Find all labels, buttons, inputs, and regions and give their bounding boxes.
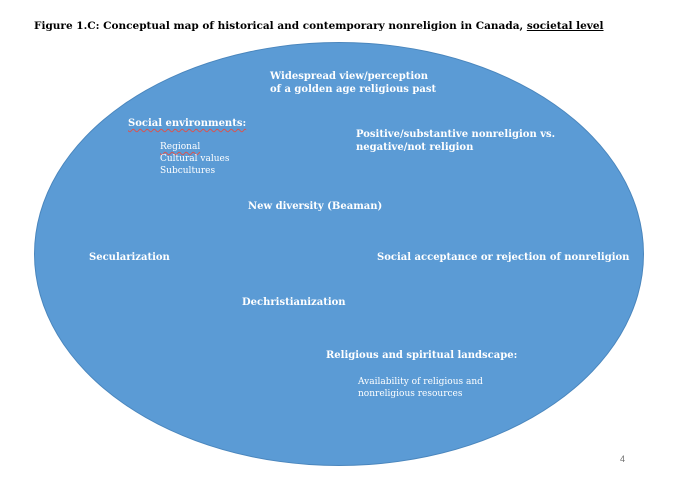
social-environments-heading: Social environments: [128,118,247,129]
religious-landscape-detail [358,376,483,400]
social-env-item-subcultures: Subcultures [160,166,216,176]
new-diversity-label: New diversity (Beaman) [248,201,383,212]
positive-nonreligion-label [356,128,555,154]
social-env-item-regional: Regional [160,142,201,152]
religious-landscape-line-1: Availability of religious and [358,377,483,387]
figure-title-underlined: societal level [526,20,604,32]
social-env-item-cultural-values: Cultural values [160,154,230,164]
religious-landscape-line-2: nonreligious resources [358,389,463,399]
page-number: 4 [620,454,626,464]
positive-nonreligion-line-1: Positive/substantive nonreligion vs. [356,129,556,140]
figure-title [34,20,604,32]
dechristianization-label: Dechristianization [242,297,346,308]
figure-title-main: Figure 1.C: Conceptual map of historical and contemporary nonreligion in Canada, [34,20,527,32]
secularization-label: Secularization [89,252,170,263]
social-environments-list [160,141,229,177]
positive-nonreligion-line-2: negative/not religion [356,142,474,153]
social-acceptance-label: Social acceptance or rejection of nonreligion [377,252,630,263]
religious-landscape-heading: Religious and spiritual landscape: [326,350,518,361]
golden-age-label [270,70,436,96]
golden-age-line-2: of a golden age religious past [270,84,437,95]
golden-age-line-1: Widespread view/perception [270,71,429,82]
